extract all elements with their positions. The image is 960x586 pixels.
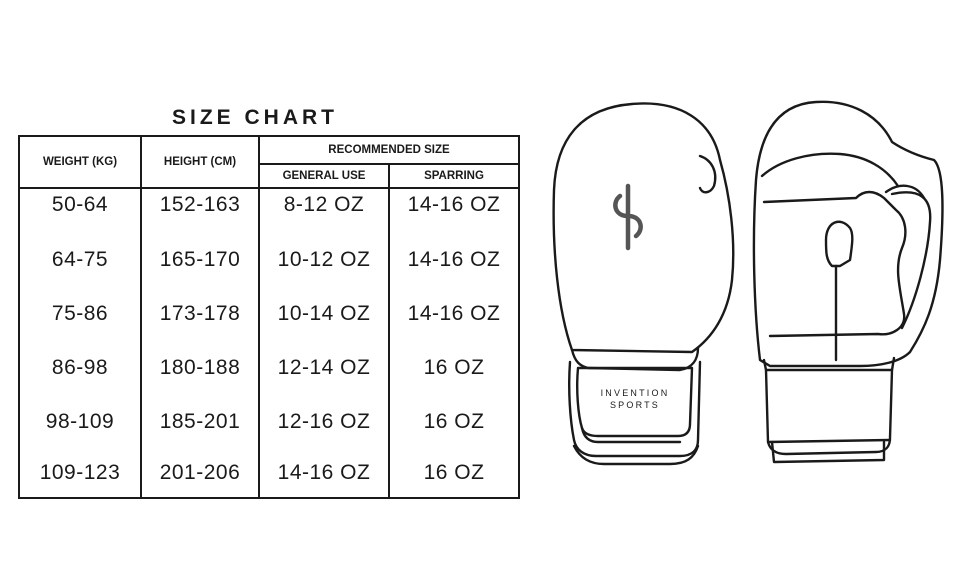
table-row [19,287,519,341]
general-use-cell: 14-16 OZ [259,449,389,498]
general-use-cell: 12-16 OZ [259,395,389,449]
header-height: HEIGHT (CM) [141,136,259,188]
table-row [19,341,519,395]
general-use-cell: 10-12 OZ [259,233,389,287]
sparring-cell: 16 OZ [389,341,519,395]
general-use-cell: 12-14 OZ [259,341,389,395]
glove-brand-line2: SPORTS [609,400,661,410]
glove-front-icon [554,103,734,464]
general-use-cell: 8-12 OZ [259,188,389,233]
header-recommended-size: RECOMMENDED SIZE [259,136,519,164]
sparring-cell: 14-16 OZ [389,188,519,233]
sparring-cell: 16 OZ [389,395,519,449]
sparring-cell: 14-16 OZ [389,287,519,341]
sparring-cell: 14-16 OZ [389,233,519,287]
table-row [19,188,519,233]
height-cell: 180-188 [141,341,259,395]
weight-cell: 86-98 [19,341,141,395]
boxing-gloves-illustration [540,90,950,480]
table-row [19,395,519,449]
sparring-cell: 16 OZ [389,449,519,498]
header-general-use: GENERAL USE [259,164,389,188]
weight-cell: 64-75 [19,233,141,287]
table-row [19,233,519,287]
height-cell: 201-206 [141,449,259,498]
table-row [19,449,519,498]
height-cell: 152-163 [141,188,259,233]
weight-cell: 98-109 [19,395,141,449]
height-cell: 165-170 [141,233,259,287]
glove-palm-icon [754,102,943,462]
size-chart-table [18,135,520,499]
size-chart-title: SIZE CHART [172,106,338,129]
header-sparring: SPARRING [389,164,519,188]
weight-cell: 75-86 [19,287,141,341]
glove-brand-line1: INVENTION [600,388,670,398]
header-weight: WEIGHT (KG) [19,136,141,188]
height-cell: 185-201 [141,395,259,449]
height-cell: 173-178 [141,287,259,341]
general-use-cell: 10-14 OZ [259,287,389,341]
weight-cell: 109-123 [19,449,141,498]
weight-cell: 50-64 [19,188,141,233]
